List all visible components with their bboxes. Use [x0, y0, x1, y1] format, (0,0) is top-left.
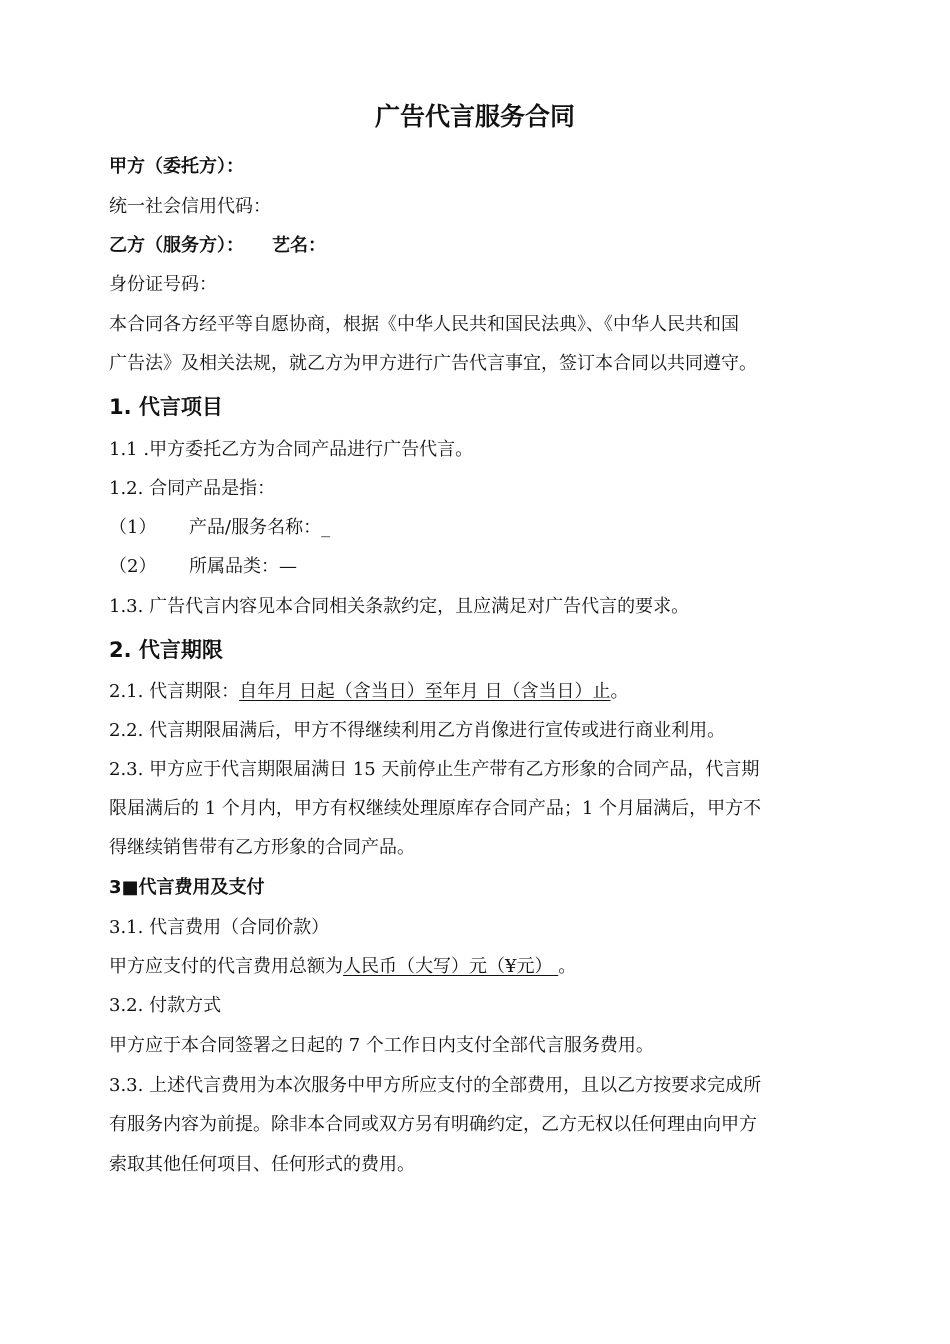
preamble-line-2: 广告法》及相关法规，就乙方为甲方进行广告代言事宜，签订本合同以共同遵守。: [109, 353, 757, 374]
term-period-blank: 自年月 日起（含当日）至年月 日（含当日）止: [239, 681, 611, 702]
product-item-1: [109, 516, 330, 540]
clause-2-1: [109, 680, 629, 704]
clause-3-3-line-2: 有服务内容为前提。除非本合同或双方另有明确约定，乙方无权以任何理由向甲方: [109, 1114, 757, 1135]
fee-prefix: 甲方应支付的代言费用总额为: [109, 956, 343, 977]
fee-suffix: 。: [558, 956, 577, 977]
item-text: 产品/服务名称：_: [189, 517, 331, 538]
party-a-label: 甲方（委托方）：: [109, 156, 244, 177]
item-number: （1）: [109, 517, 157, 538]
clause-3-2: 3.2. 付款方式: [109, 995, 222, 1016]
party-b-row: [109, 234, 326, 258]
section-1-heading: 1. 代言项目: [109, 395, 223, 419]
stage-name-label: 艺名：: [272, 235, 326, 256]
payment-text: 甲方应于本合同签署之日起的 7 个工作日内支付全部代言服务费用。: [109, 1035, 654, 1056]
section-3-heading: 3■代言费用及支付: [109, 877, 265, 898]
clause-1-3: 1.3. 广告代言内容见本合同相关条款约定，且应满足对广告代言的要求。: [109, 596, 690, 617]
clause-2-1-suffix: 。: [610, 681, 629, 702]
clause-3-1: 3.1. 代言费用（合同价款）: [109, 917, 330, 938]
clause-1-2: 1.2. 合同产品是指：: [109, 478, 276, 499]
clause-1-1: 1.1 .甲方委托乙方为合同产品进行广告代言。: [109, 439, 474, 460]
preamble-line-1: 本合同各方经平等自愿协商，根据《中华人民共和国民法典》、《中华人民共和国: [109, 314, 739, 335]
clause-2-3-line-2: 限届满后的 1 个月内，甲方有权继续处理原库存合同产品；1 个月届满后，甲方不: [109, 798, 762, 819]
id-number-label: 身份证号码：: [109, 274, 217, 295]
product-item-2: [109, 555, 297, 579]
fee-amount-line: [109, 955, 576, 979]
credit-code-label: 统一社会信用代码：: [109, 196, 271, 217]
fee-amount-blank: 人民币（大写）元（¥元）: [343, 956, 559, 977]
clause-2-3-line-3: 得继续销售带有乙方形象的合同产品。: [109, 837, 415, 858]
clause-3-3-line-1: 3.3. 上述代言费用为本次服务中甲方所应支付的全部费用，且以乙方按要求完成所: [109, 1075, 762, 1096]
clause-2-2: 2.2. 代言期限届满后，甲方不得继续利用乙方肖像进行宣传或进行商业利用。: [109, 720, 726, 741]
clause-3-3-line-3: 索取其他任何项目、任何形式的费用。: [109, 1154, 415, 1175]
clause-2-3-line-1: 2.3. 甲方应于代言期限届满日 15 天前停止生产带有乙方形象的合同产品，代言期: [109, 759, 760, 780]
clause-2-1-prefix: 2.1. 代言期限：: [109, 681, 240, 702]
item-text: 所属品类：—: [189, 556, 297, 577]
party-b-label: 乙方（服务方）：: [109, 235, 244, 256]
item-number: （2）: [109, 556, 157, 577]
document-title: 广告代言服务合同: [374, 102, 575, 131]
section-2-heading: 2. 代言期限: [109, 638, 223, 662]
